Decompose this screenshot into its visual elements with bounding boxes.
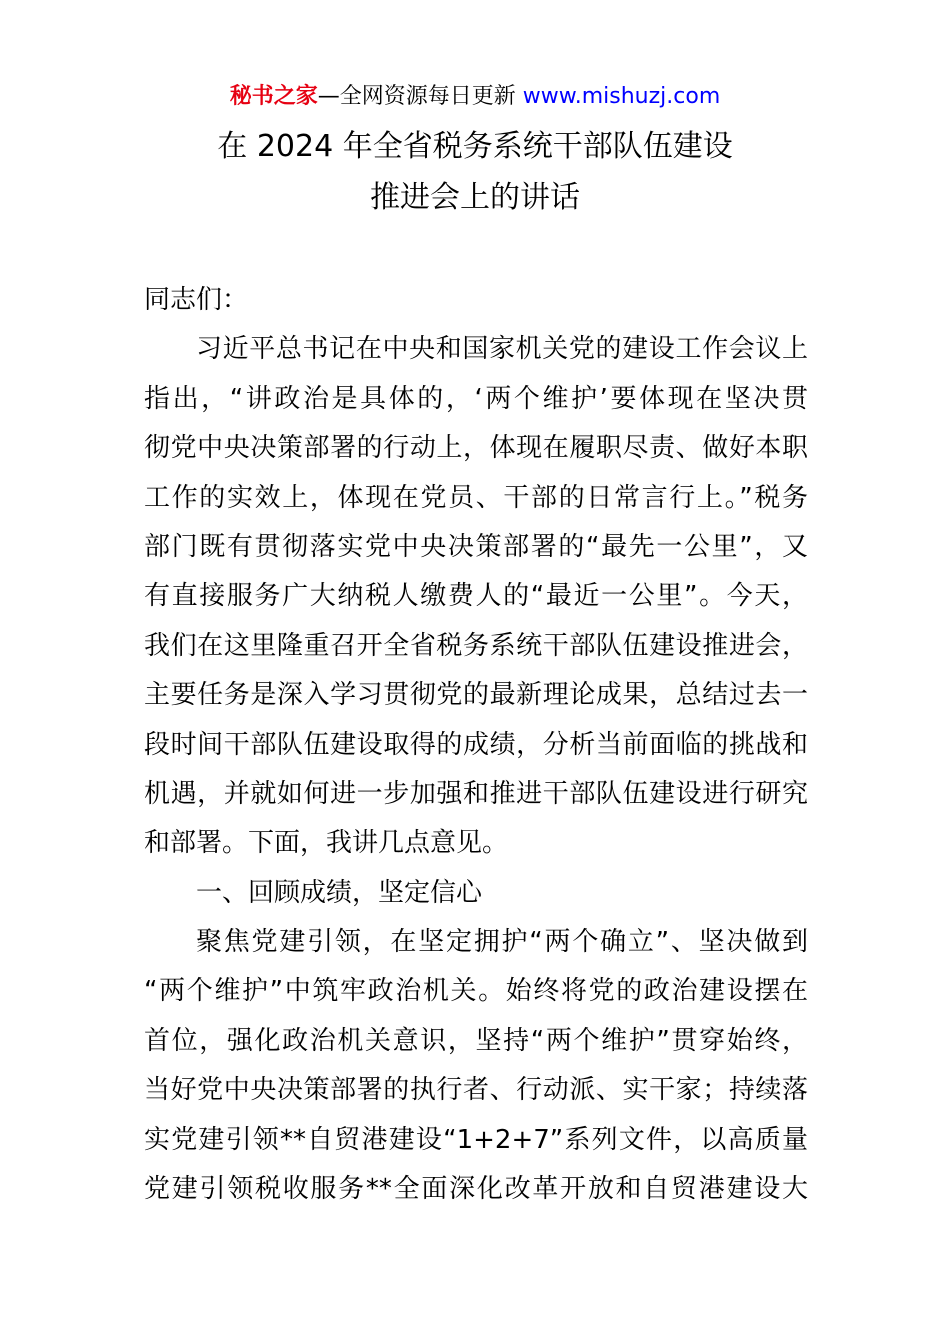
body-line: 当好党中央决策部署的执行者、行动派、实干家；持续落 (144, 1075, 808, 1106)
body-line: 机遇，并就如何进一步加强和推进干部队伍建设进行研究 (144, 778, 808, 809)
body-line: 指出，“讲政治是具体的，‘两个维护’要体现在坚决贯 (144, 383, 808, 414)
section-heading: 一、回顾成绩，坚定信心 (196, 877, 483, 908)
body-line: 聚焦党建引领，在坚定拥护“两个确立”、坚决做到 (196, 927, 808, 958)
body-line: 首位，强化政治机关意识，坚持“两个维护”贯穿始终， (144, 1025, 808, 1056)
body-line: 彻党中央决策部署的行动上，体现在履职尽责、做好本职 (144, 433, 808, 464)
body-line: 和部署。下面，我讲几点意见。 (144, 828, 509, 859)
body-line: 实党建引领**自贸港建设“1+2+7”系列文件，以高质量 (144, 1124, 808, 1155)
body-line: 有直接服务广大纳税人缴费人的“最近一公里”。今天， (144, 581, 808, 612)
body-line: 部门既有贯彻落实党中央决策部署的“最先一公里”，又 (144, 531, 808, 562)
body-line: 段时间干部队伍建设取得的成绩，分析当前面临的挑战和 (144, 729, 808, 760)
header-tagline: —全网资源每日更新 (317, 84, 523, 109)
site-url-link[interactable]: www.mishuzj.com (522, 84, 721, 109)
speech-body (144, 276, 808, 1214)
body-line: 我们在这里隆重召开全省税务系统干部队伍建设推进会， (144, 630, 808, 661)
document-title-line-2: 推进会上的讲话 (370, 180, 580, 215)
body-line: “两个维护”中筑牢政治机关。始终将党的政治建设摆在 (144, 976, 808, 1007)
document-title-line-1: 在 2024 年全省税务系统干部队伍建设 (217, 129, 733, 164)
body-line: 党建引领税收服务**全面深化改革开放和自贸港建设大 (144, 1174, 808, 1205)
body-line: 主要任务是深入学习贯彻党的最新理论成果，总结过去一 (144, 680, 808, 711)
salutation: 同志们： (144, 285, 249, 315)
brand-name: 秘书之家 (229, 84, 318, 109)
body-line: 工作的实效上，体现在党员、干部的日常言行上。”税务 (144, 482, 808, 513)
body-line: 习近平总书记在中央和国家机关党的建设工作会议上 (196, 334, 808, 365)
site-header (0, 80, 950, 114)
